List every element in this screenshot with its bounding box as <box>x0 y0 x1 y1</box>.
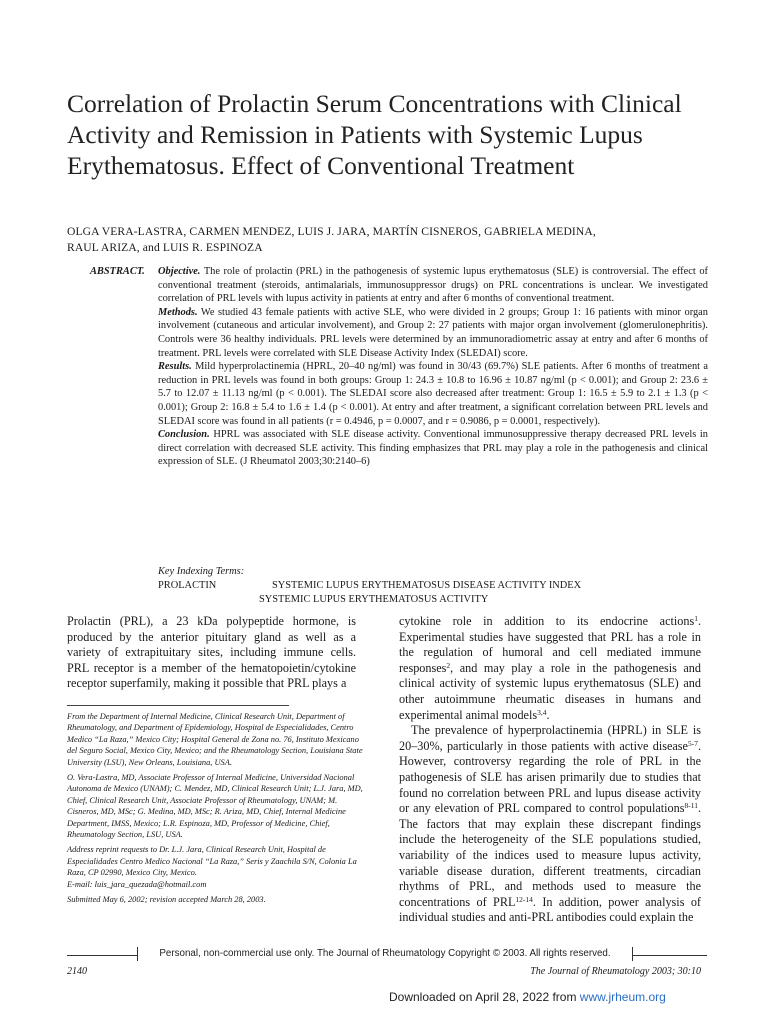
footnote-email: E-mail: luis_jara_quezada@hotmail.com <box>67 879 207 889</box>
methods-label: Methods. <box>158 306 198 318</box>
objective-label: Objective. <box>158 266 201 277</box>
abstract-results <box>158 360 708 428</box>
footnotes <box>67 711 367 910</box>
citation: 12-14 <box>515 894 533 904</box>
author-line-2: RAUL ARIZA, and LUIS R. ESPINOZA <box>67 241 263 254</box>
conclusion-label: Conclusion. <box>158 429 210 441</box>
footnote-reprints: Address reprint requests to Dr. L.J. Jara, Clinical Research Unit, Hospital de Especialidades Centro Medico Nacional “La Raza,” Seris y Zaachila S/N, Colonia La Raza, CP 02990, Mexico City, Mexico. E-mail: luis_jara_quezada@hotmail.com <box>67 845 357 889</box>
citation: 5-7 <box>687 738 698 748</box>
download-info: Downloaded on April 28, 2022 from www.jrheum.org <box>389 990 666 1004</box>
abstract <box>90 265 708 469</box>
footnote-divider <box>67 705 289 706</box>
results-text: Mild hyperprolactinemia (HPRL, 20–40 ng/ml) was found in 30/43 (69.7%) SLE patients. After 6 months of treatment a reduction in PRL levels was found in both groups: Group 1: 24.3 ± 10.8 to 16.96 ± 10.87 ng/ml (p < 0.001); and Group 2: 23.6 ± 5.7 to 12.07 ± 11.13 ng/ml (p < 0.001). The SLEDAI score also decreased after treatment: Group 1: 16.5 ± 5.9 to 2.1 ± 1.3 (p < 0.001); Group 2: 16.8 ± 5.4 to 1.6 ± 1.4 (p < 0.001). At entry and after treatment, a significant correlation between PRL levels and SLEDAI score was found in all patients (r = 0.4946, p = 0.0007, and r = 0.9086, p = 0.0001, respectively). <box>158 361 708 427</box>
results-label: Results. <box>158 361 192 373</box>
keywords-heading: Key Indexing Terms: <box>158 566 245 577</box>
footnote-affiliation: From the Department of Internal Medicine, Clinical Research Unit, Department of Rheumatology, and Department of Epidemiology, Hospital de Especialidades, Centro Medico “La Raza,” Mexico City; Hospital General de Zona no. 76, Instituto Mexicano del Seguro Social, Mexico City, Mexico; and the Rheumatology Section, Louisiana State University (LSU), New Orleans, Louisiana, USA. <box>67 712 363 767</box>
citation: 1 <box>694 614 698 623</box>
article-title: Correlation of Prolactin Serum Concentrations with Clinical Activity and Remission in Patients with Systemic Lupus Erythematosus. Effect of Conventional Treatment <box>67 89 682 180</box>
body-column-right <box>399 614 701 926</box>
abstract-label: ABSTRACT. <box>90 266 145 277</box>
body-column-left <box>67 614 356 692</box>
keyword-term: PROLACTIN <box>158 579 217 591</box>
conclusion-text: HPRL was associated with SLE disease activity. Conventional immunosuppressive therapy decreased PRL levels in direct correlation with decreased SLE activity. This finding emphasizes that PRL may play a role in the pathogenesis and clinical expression of SLE. (J Rheumatol 2003;30:2140–6) <box>158 429 708 468</box>
key-indexing-terms <box>158 565 618 607</box>
footnote-authors: O. Vera-Lastra, MD, Associate Professor of Internal Medicine, Universidad Nacional Autonoma de Mexico (UNAM); C. Mendez, MD, Clinical Research Unit; L.J. Jara, MD, Chief, Clinical Research Unit, Associate Professor of Rheumatology, UNAM; M. Cisneros, MD, MSc; G. Medina, MD, MSc; R. Ariza, MD, Chief, Internal Medicine Department, IMSS, Mexico; L.R. Espinoza, MD, Professor of Medicine, Chief, Rheumatology Section, LSU, USA. <box>67 773 363 840</box>
citation: 3,4 <box>537 707 547 717</box>
citation: 8-11 <box>684 801 698 811</box>
abstract-methods <box>158 306 708 360</box>
footnote-submitted: Submitted May 6, 2002; revision accepted March 28, 2003. <box>67 895 266 905</box>
journal-reference: The Journal of Rheumatology 2003; 30:10 <box>530 966 701 977</box>
methods-text: We studied 43 female patients with active SLE, who were divided in 2 groups; Group 1: 16 patients with minor organ involvement (cutaneous and articular involvement), and Group 2: 27 patients with major organ involvement (glomerulonephritis). Controls were 36 healthy individuals. PRL levels were determined by an immunoradiometric assay at entry and after 6 months of treatment. PRL levels were correlated with SLE Disease Activity Index (SLEDAI) score. <box>158 306 708 359</box>
objective-text: The role of prolactin (PRL) in the pathogenesis of systemic lupus erythematosus (SLE) is controversial. The effect of conventional treatment (steroids, antimalarials, immunosuppressor drugs) on PRL concentrations is unclear. We investigated correlation of PRL levels with lupus activity in patients at entry and after 6 months of conventional treatment. <box>158 266 708 305</box>
author-line-1: OLGA VERA-LASTRA, CARMEN MENDEZ, LUIS J. JARA, MARTÍN CISNEROS, GABRIELA MEDINA, <box>67 225 596 238</box>
abstract-conclusion <box>158 428 708 469</box>
body-paragraph: Prolactin (PRL), a 23 kDa polypeptide hormone, is produced by the anterior pituitary gland as well as a variety of extrapituitary sites, including immune cells. PRL receptor is a member of the hematopoietin/cytokine receptor superfamily, making it possible that PRL plays a <box>67 614 356 691</box>
body-paragraph: cytokine role in addition to its endocrine actions$^1$. Experimental studies have suggested that PRL has a role in the regulation of humoral and cell mediated immune responses$^2$, and may play a role in the pathogenesis and clinical activity of systemic lupus erythematosus (SLE) and other autoimmune rheumatic diseases in humans and experimental animal models$^{3,4}$. <box>399 614 701 722</box>
keyword-term: SYSTEMIC LUPUS ERYTHEMATOSUS ACTIVITY <box>259 593 489 605</box>
copyright-notice: Personal, non-commercial use only. The Journal of Rheumatology Copyright © 2003. All rights reserved. <box>137 947 633 961</box>
body-paragraph: The prevalence of hyperprolactinemia (HPRL) in SLE is 20–30%, particularly in those patients with active disease$^{5-7}$. However, controversy regarding the role of PRL in the pathogenesis of SLE has arisen primarily due to studies that found no correlation between PRL and lupus disease activity or any elevation of PRL compared to control populations$^{8-11}$. The factors that may explain these discrepant findings include the heterogeneity of the SLE populations studied, variability of the indices used to measure lupus activity, variable disease duration, different treatments, circadian rhythms of PRL, and methods used to measure the concentrations of PRL$^{12-14}$. In addition, power analysis of individual studies and anti-PRL antibodies could explain the <box>399 723 701 925</box>
citation: 2 <box>446 660 451 670</box>
page-number: 2140 <box>67 966 87 977</box>
journal-website-link[interactable]: www.jrheum.org <box>579 990 666 1004</box>
abstract-objective <box>158 265 708 306</box>
keyword-term: SYSTEMIC LUPUS ERYTHEMATOSUS DISEASE ACTIVITY INDEX <box>272 579 582 591</box>
author-list <box>67 224 707 256</box>
abstract-body <box>158 265 708 469</box>
